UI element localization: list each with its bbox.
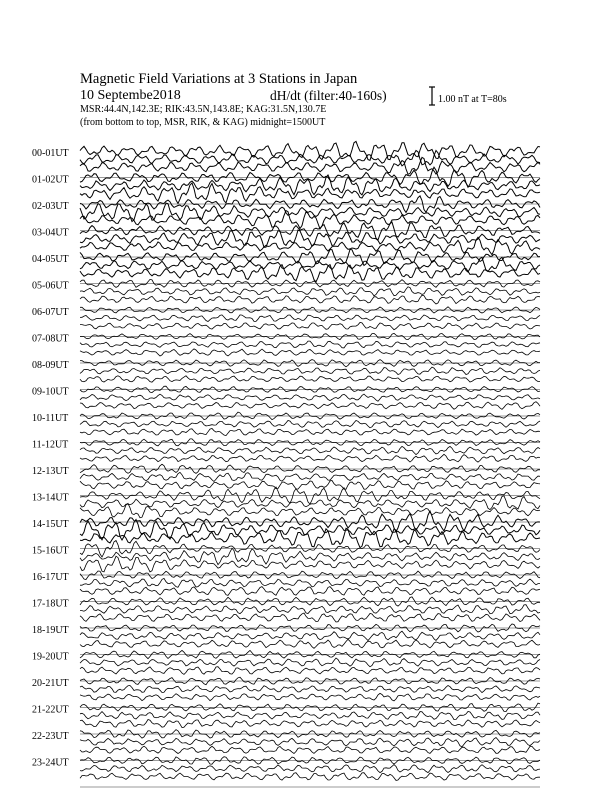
hour-label: 17-18UT <box>32 598 69 610</box>
trace-msr <box>80 613 540 622</box>
trace-rik <box>80 686 540 693</box>
trace-rik <box>80 472 540 481</box>
hour-label: 01-02UT <box>32 174 69 186</box>
trace-msr <box>80 556 540 572</box>
trace-kag <box>80 141 540 160</box>
trace-rik <box>80 367 540 374</box>
hour-label: 21-22UT <box>32 704 69 716</box>
trace-rik <box>80 287 540 296</box>
hour-label: 16-17UT <box>32 572 69 583</box>
trace-rik <box>80 765 540 773</box>
trace-msr <box>80 693 540 701</box>
chart-title: Magnetic Field Variations at 3 Stations in Japan <box>80 71 358 87</box>
hour-label: 07-08UT <box>32 333 69 345</box>
hour-label: 11-12UT <box>32 439 69 451</box>
trace-msr <box>80 773 540 781</box>
chart-date: 10 Septembe2018 <box>80 88 181 103</box>
trace-rik <box>80 151 540 166</box>
trace-msr <box>80 667 540 675</box>
trace-kag <box>80 571 540 580</box>
trace-rik <box>80 394 540 401</box>
trace-rik <box>80 738 540 747</box>
trace-msr <box>80 323 540 330</box>
hour-label: 20-21UT <box>32 678 69 689</box>
trace-msr <box>80 454 540 462</box>
trace-kag <box>80 541 540 558</box>
trace-kag <box>80 249 540 265</box>
hour-label: 09-10UT <box>32 386 69 398</box>
hour-label: 15-16UT <box>32 545 69 557</box>
trace-msr <box>80 429 540 436</box>
trace-order-note: (from bottom to top, MSR, RIK, & KAG) midnight=1500UT <box>80 117 326 128</box>
hour-label: 12-13UT <box>32 466 69 477</box>
scale-label: 1.00 nT at T=80s <box>438 94 507 105</box>
hour-label: 14-15UT <box>32 519 69 530</box>
hour-label: 19-20UT <box>32 651 69 663</box>
trace-msr <box>80 211 540 229</box>
hour-label: 23-24UT <box>32 757 69 769</box>
hour-label: 08-09UT <box>32 360 69 371</box>
trace-msr <box>80 481 540 490</box>
chart-filter: dH/dt (filter:40-160s) <box>270 88 387 103</box>
trace-rik <box>80 341 540 348</box>
trace-rik <box>80 631 540 640</box>
trace-rik <box>80 421 540 428</box>
hour-label: 18-19UT <box>32 625 69 636</box>
hour-label: 06-07UT <box>32 307 69 318</box>
trace-msr <box>80 402 540 410</box>
trace-kag <box>80 222 540 240</box>
trace-rik <box>80 658 540 667</box>
trace-rik <box>80 175 540 195</box>
trace-rik <box>80 578 540 587</box>
trace-kag <box>80 360 540 367</box>
hour-label: 10-11UT <box>32 413 69 424</box>
hour-label: 22-23UT <box>32 731 69 742</box>
trace-msr <box>80 349 540 356</box>
trace-kag <box>80 511 540 532</box>
hour-label: 05-06UT <box>32 280 69 292</box>
trace-rik <box>80 446 540 454</box>
trace-msr <box>80 295 540 304</box>
hour-label: 00-01UT <box>32 148 69 159</box>
trace-msr <box>80 376 540 382</box>
hour-label: 04-05UT <box>32 254 69 265</box>
trace-rik <box>80 315 540 322</box>
trace-rik <box>80 712 540 720</box>
hour-label: 13-14UT <box>32 492 69 504</box>
trace-rik <box>80 605 540 614</box>
station-coordinates: MSR:44.4N,142.3E; RIK:43.5N,143.8E; KAG:31.5N,130.7E <box>80 104 327 115</box>
trace-msr <box>80 587 540 596</box>
trace-kag <box>80 757 540 765</box>
hour-label: 02-03UT <box>32 201 69 212</box>
trace-msr <box>80 639 540 648</box>
trace-msr <box>80 503 540 517</box>
trace-msr <box>80 746 540 753</box>
hour-label: 03-04UT <box>32 227 69 239</box>
trace-msr <box>80 720 540 728</box>
